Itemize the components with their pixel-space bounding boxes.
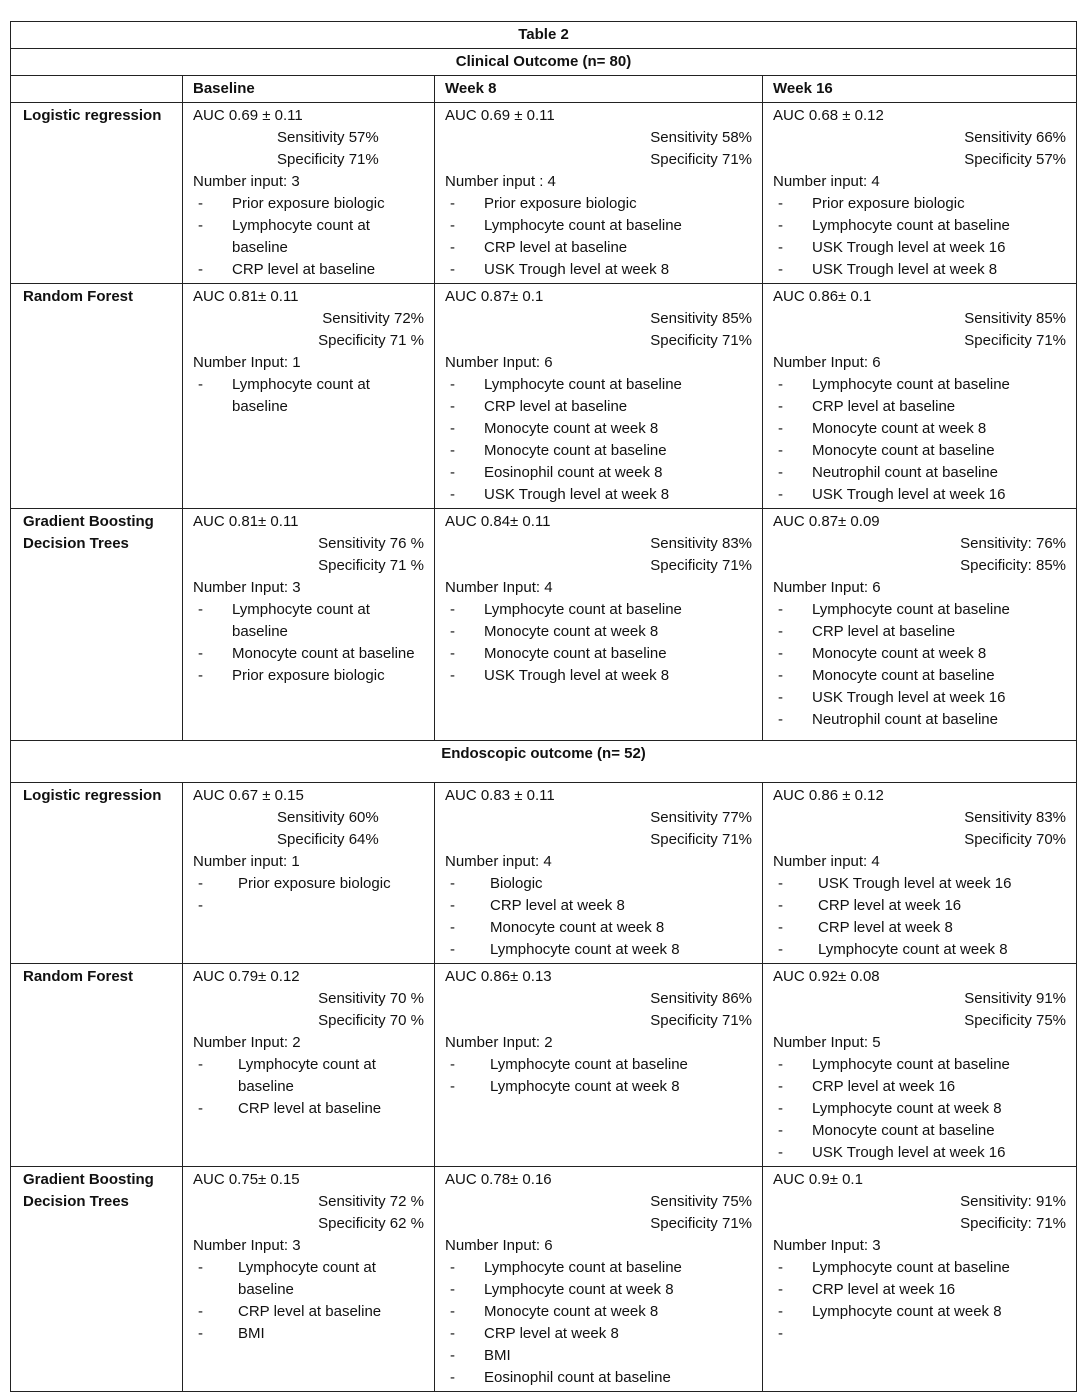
input-variable: - Eosinophil count at week 8 (445, 462, 752, 484)
sensitivity-value: Sensitivity 83% (964, 809, 1067, 826)
auc-value: AUC 0.84± 0.11 (445, 513, 551, 530)
input-variable: - USK Trough level at week 8 (445, 259, 752, 281)
input-variable: - Lymphocyte count at week 8 (445, 1076, 752, 1098)
result-cell (183, 1167, 435, 1392)
input-variable: - Lymphocyte count at baseline (193, 374, 424, 418)
input-variable-list (193, 374, 424, 418)
specificity-value: Specificity 71% (650, 557, 752, 574)
input-variable: - Monocyte count at week 8 (773, 643, 1066, 665)
input-variable: - Lymphocyte count at baseline (773, 215, 1066, 237)
input-variable: - Lymphocyte count at week 8 (445, 1279, 752, 1301)
input-variable: - Monocyte count at week 8 (445, 917, 752, 939)
sensitivity-value: Sensitivity 72 % (318, 1193, 424, 1210)
input-variable: - Monocyte count at week 8 (773, 418, 1066, 440)
input-variable: - USK Trough level at week 16 (773, 484, 1066, 506)
specificity-value: Specificity 75% (964, 1012, 1067, 1029)
model-name (11, 964, 183, 1167)
input-variable: - CRP level at baseline (773, 396, 1066, 418)
specificity-value: Specificity: 71% (960, 1215, 1067, 1232)
specificity-value: Specificity 71% (650, 1215, 752, 1232)
table-row (11, 783, 1077, 964)
column-header-row (11, 76, 1077, 103)
results-table (10, 21, 1077, 1392)
sensitivity-value: Sensitivity: 76% (960, 535, 1067, 552)
specificity-value: Specificity 71% (650, 1012, 752, 1029)
input-variable: - USK Trough level at week 16 (773, 687, 1066, 709)
sensitivity-value: Sensitivity 85% (650, 310, 752, 327)
input-variable: - Lymphocyte count at baseline (445, 1054, 752, 1076)
number-input: Number Input: 3 (193, 1237, 301, 1254)
input-variable: - USK Trough level at week 16 (773, 237, 1066, 259)
input-variable: - Monocyte count at week 8 (445, 1301, 752, 1323)
auc-value: AUC 0.9± 0.1 (773, 1171, 863, 1188)
input-variable: - CRP level at week 8 (445, 895, 752, 917)
sensitivity-value: Sensitivity 76 % (318, 535, 424, 552)
input-variable-list (445, 1054, 752, 1098)
auc-value: AUC 0.87± 0.1 (445, 288, 544, 305)
input-variable: - Lymphocyte count at week 8 (773, 1301, 1066, 1323)
sensitivity-value: Sensitivity 85% (964, 310, 1067, 327)
input-variable-list (773, 1257, 1066, 1323)
input-variable: - Lymphocyte count at week 8 (445, 939, 752, 961)
input-variable: - CRP level at week 16 (773, 1076, 1066, 1098)
input-variable: - Prior exposure biologic (773, 193, 1066, 215)
result-cell (183, 284, 435, 509)
model-name (11, 284, 183, 509)
sensitivity-value: Sensitivity 57% (277, 129, 379, 146)
specificity-value: Specificity 70% (964, 831, 1067, 848)
specificity-value: Specificity 70 % (318, 1012, 424, 1029)
auc-value: AUC 0.69 ± 0.11 (445, 107, 555, 124)
table-row (11, 1167, 1077, 1392)
input-variable: - USK Trough level at week 16 (773, 1142, 1066, 1164)
input-variable: - Prior exposure biologic (193, 665, 424, 687)
input-variable: - Lymphocyte count at baseline (773, 1257, 1066, 1279)
input-variable: - CRP level at week 8 (773, 917, 1066, 939)
model-name-line: Decision Trees (23, 535, 129, 552)
input-variable: - Prior exposure biologic (445, 193, 752, 215)
input-variable: - Lymphocyte count at baseline (445, 215, 752, 237)
result-cell (435, 964, 763, 1167)
input-variable-list (445, 873, 752, 961)
input-variable: - USK Trough level at week 8 (773, 259, 1066, 281)
result-cell (183, 783, 435, 964)
result-cell (183, 964, 435, 1167)
specificity-value: Specificity 71 % (318, 332, 424, 349)
number-input: Number input: 4 (445, 853, 552, 870)
model-name-line: Random Forest (23, 968, 134, 985)
input-variable: - Lymphocyte count at baseline (193, 599, 424, 643)
auc-value: AUC 0.81± 0.11 (193, 288, 299, 305)
input-variable: - Lymphocyte count at baseline (193, 1257, 424, 1301)
input-variable-list (445, 193, 752, 281)
input-variable: - USK Trough level at week 16 (773, 873, 1066, 895)
model-name-line: Gradient Boosting (23, 513, 154, 530)
number-input: Number input: 4 (773, 173, 880, 190)
input-variable-list (773, 873, 1066, 961)
result-cell (763, 103, 1077, 284)
section-heading-clinical: Clinical Outcome (n= 80) (11, 49, 1077, 76)
number-input: Number Input: 6 (773, 354, 881, 371)
auc-value: AUC 0.83 ± 0.11 (445, 787, 555, 804)
input-variable-list (193, 193, 424, 281)
input-variable: - Monocyte count at baseline (445, 643, 752, 665)
result-cell (435, 509, 763, 741)
sensitivity-value: Sensitivity 83% (650, 535, 752, 552)
number-input: Number Input: 4 (445, 579, 553, 596)
input-variable-list (445, 599, 752, 687)
column-header-empty (11, 76, 183, 103)
input-variable-list (773, 599, 1066, 731)
auc-value: AUC 0.79± 0.12 (193, 968, 300, 985)
auc-value: AUC 0.81± 0.11 (193, 513, 299, 530)
result-cell (435, 1167, 763, 1392)
input-variable-list (193, 873, 424, 895)
number-input: Number input: 3 (193, 173, 300, 190)
specificity-value: Specificity 71% (650, 332, 752, 349)
input-variable: - CRP level at baseline (445, 396, 752, 418)
input-variable-list (445, 374, 752, 506)
input-variable: - Monocyte count at baseline (773, 665, 1066, 687)
sensitivity-value: Sensitivity 60% (277, 809, 379, 826)
auc-value: AUC 0.69 ± 0.11 (193, 107, 303, 124)
input-variable: - Neutrophil count at baseline (773, 709, 1066, 731)
input-variable: - Neutrophil count at baseline (773, 462, 1066, 484)
number-input: Number Input: 6 (773, 579, 881, 596)
number-input: Number Input: 3 (193, 579, 301, 596)
result-cell (435, 284, 763, 509)
input-variable: - Monocyte count at baseline (445, 440, 752, 462)
result-cell (435, 783, 763, 964)
input-variable-list (193, 1054, 424, 1120)
specificity-value: Specificity 71% (277, 151, 379, 168)
sensitivity-value: Sensitivity 72% (322, 310, 424, 327)
input-variable: - Lymphocyte count at baseline (445, 599, 752, 621)
specificity-value: Specificity 71% (964, 332, 1067, 349)
input-variable: - USK Trough level at week 8 (445, 665, 752, 687)
number-input: Number input : 4 (445, 173, 556, 190)
input-variable-list (193, 599, 424, 687)
input-variable-list (773, 193, 1066, 281)
result-cell (763, 783, 1077, 964)
input-variable: - Eosinophil count at baseline (445, 1367, 752, 1389)
input-variable: - CRP level at baseline (193, 259, 424, 281)
model-name-line: Logistic regression (23, 107, 162, 124)
input-variable: - Monocyte count at week 8 (445, 621, 752, 643)
input-variable: - CRP level at baseline (193, 1098, 424, 1120)
input-variable: - CRP level at week 8 (445, 1323, 752, 1345)
specificity-value: Specificity 62 % (318, 1215, 424, 1232)
input-variable: - Lymphocyte count at baseline (445, 374, 752, 396)
input-variable: - Lymphocyte count at baseline (445, 1257, 752, 1279)
sensitivity-value: Sensitivity 91% (964, 990, 1067, 1007)
sensitivity-value: Sensitivity 66% (964, 129, 1067, 146)
section-heading-row (11, 49, 1077, 76)
sensitivity-value: Sensitivity 86% (650, 990, 752, 1007)
auc-value: AUC 0.78± 0.16 (445, 1171, 552, 1188)
specificity-value: Specificity 57% (964, 151, 1067, 168)
number-input: Number Input: 6 (445, 1237, 553, 1254)
auc-value: AUC 0.68 ± 0.12 (773, 107, 884, 124)
specificity-value: Specificity 71 % (318, 557, 424, 574)
table-row (11, 103, 1077, 284)
input-variable: - Monocyte count at baseline (193, 643, 424, 665)
auc-value: AUC 0.86± 0.1 (773, 288, 872, 305)
model-name-line: Logistic regression (23, 787, 162, 804)
input-variable: - CRP level at baseline (773, 621, 1066, 643)
table-title: Table 2 (11, 22, 1077, 49)
input-variable: - BMI (445, 1345, 752, 1367)
number-input: Number input: 1 (193, 853, 300, 870)
input-variable: - CRP level at week 16 (773, 895, 1066, 917)
input-variable-list (773, 374, 1066, 506)
auc-value: AUC 0.86± 0.13 (445, 968, 552, 985)
input-variable: - Lymphocyte count at baseline (773, 1054, 1066, 1076)
input-variable: - Monocyte count at baseline (773, 1120, 1066, 1142)
input-variable: - Lymphocyte count at baseline (773, 599, 1066, 621)
sensitivity-value: Sensitivity 58% (650, 129, 752, 146)
table-row (11, 284, 1077, 509)
result-cell (763, 1167, 1077, 1392)
number-input: Number Input: 3 (773, 1237, 881, 1254)
model-name (11, 509, 183, 741)
input-variable: - BMI (193, 1323, 424, 1345)
specificity-value: Specificity: 85% (960, 557, 1067, 574)
input-variable-list (773, 1054, 1066, 1164)
model-name (11, 783, 183, 964)
section-heading-endoscopic: Endoscopic outcome (n= 52) (11, 741, 1077, 783)
model-name (11, 1167, 183, 1392)
table-body (11, 22, 1077, 1392)
number-input: Number Input: 1 (193, 354, 301, 371)
column-header-baseline: Baseline (183, 76, 435, 103)
model-name-line: Decision Trees (23, 1193, 129, 1210)
model-name-line: Random Forest (23, 288, 134, 305)
auc-value: AUC 0.92± 0.08 (773, 968, 880, 985)
input-variable: - Lymphocyte count at baseline (193, 215, 424, 259)
sensitivity-value: Sensitivity 75% (650, 1193, 752, 1210)
column-header-week-8: Week 8 (435, 76, 763, 103)
sensitivity-value: Sensitivity 70 % (318, 990, 424, 1007)
input-variable: - CRP level at baseline (445, 237, 752, 259)
input-variable: - CRP level at baseline (193, 1301, 424, 1323)
number-input: Number Input: 2 (445, 1034, 553, 1051)
column-header-week-16: Week 16 (763, 76, 1077, 103)
input-variable: - CRP level at week 16 (773, 1279, 1066, 1301)
specificity-value: Specificity 64% (277, 831, 379, 848)
input-variable: - USK Trough level at week 8 (445, 484, 752, 506)
table-row (11, 964, 1077, 1167)
section-heading-row (11, 741, 1077, 783)
input-variable: - Monocyte count at baseline (773, 440, 1066, 462)
input-variable: - Biologic (445, 873, 752, 895)
auc-value: AUC 0.67 ± 0.15 (193, 787, 304, 804)
input-variable: - Monocyte count at week 8 (445, 418, 752, 440)
result-cell (763, 284, 1077, 509)
result-cell (183, 103, 435, 284)
input-variable: - Prior exposure biologic (193, 193, 424, 215)
model-name (11, 103, 183, 284)
result-cell (763, 509, 1077, 741)
number-input: Number input: 4 (773, 853, 880, 870)
title-row (11, 22, 1077, 49)
auc-value: AUC 0.87± 0.09 (773, 513, 880, 530)
number-input: Number Input: 6 (445, 354, 553, 371)
table-row (11, 509, 1077, 741)
auc-value: AUC 0.86 ± 0.12 (773, 787, 884, 804)
result-cell (763, 964, 1077, 1167)
input-variable: - Prior exposure biologic (193, 873, 424, 895)
input-variable: - Lymphocyte count at baseline (193, 1054, 424, 1098)
result-cell (435, 103, 763, 284)
specificity-value: Specificity 71% (650, 831, 752, 848)
input-variable: - Lymphocyte count at baseline (773, 374, 1066, 396)
number-input: Number Input: 5 (773, 1034, 881, 1051)
number-input: Number Input: 2 (193, 1034, 301, 1051)
result-cell (183, 509, 435, 741)
input-variable-list (193, 1257, 424, 1345)
input-variable: - Lymphocyte count at week 8 (773, 1098, 1066, 1120)
specificity-value: Specificity 71% (650, 151, 752, 168)
input-variable-list (445, 1257, 752, 1389)
input-variable: - Lymphocyte count at week 8 (773, 939, 1066, 961)
auc-value: AUC 0.75± 0.15 (193, 1171, 300, 1188)
sensitivity-value: Sensitivity 77% (650, 809, 752, 826)
sensitivity-value: Sensitivity: 91% (960, 1193, 1067, 1210)
model-name-line: Gradient Boosting (23, 1171, 154, 1188)
